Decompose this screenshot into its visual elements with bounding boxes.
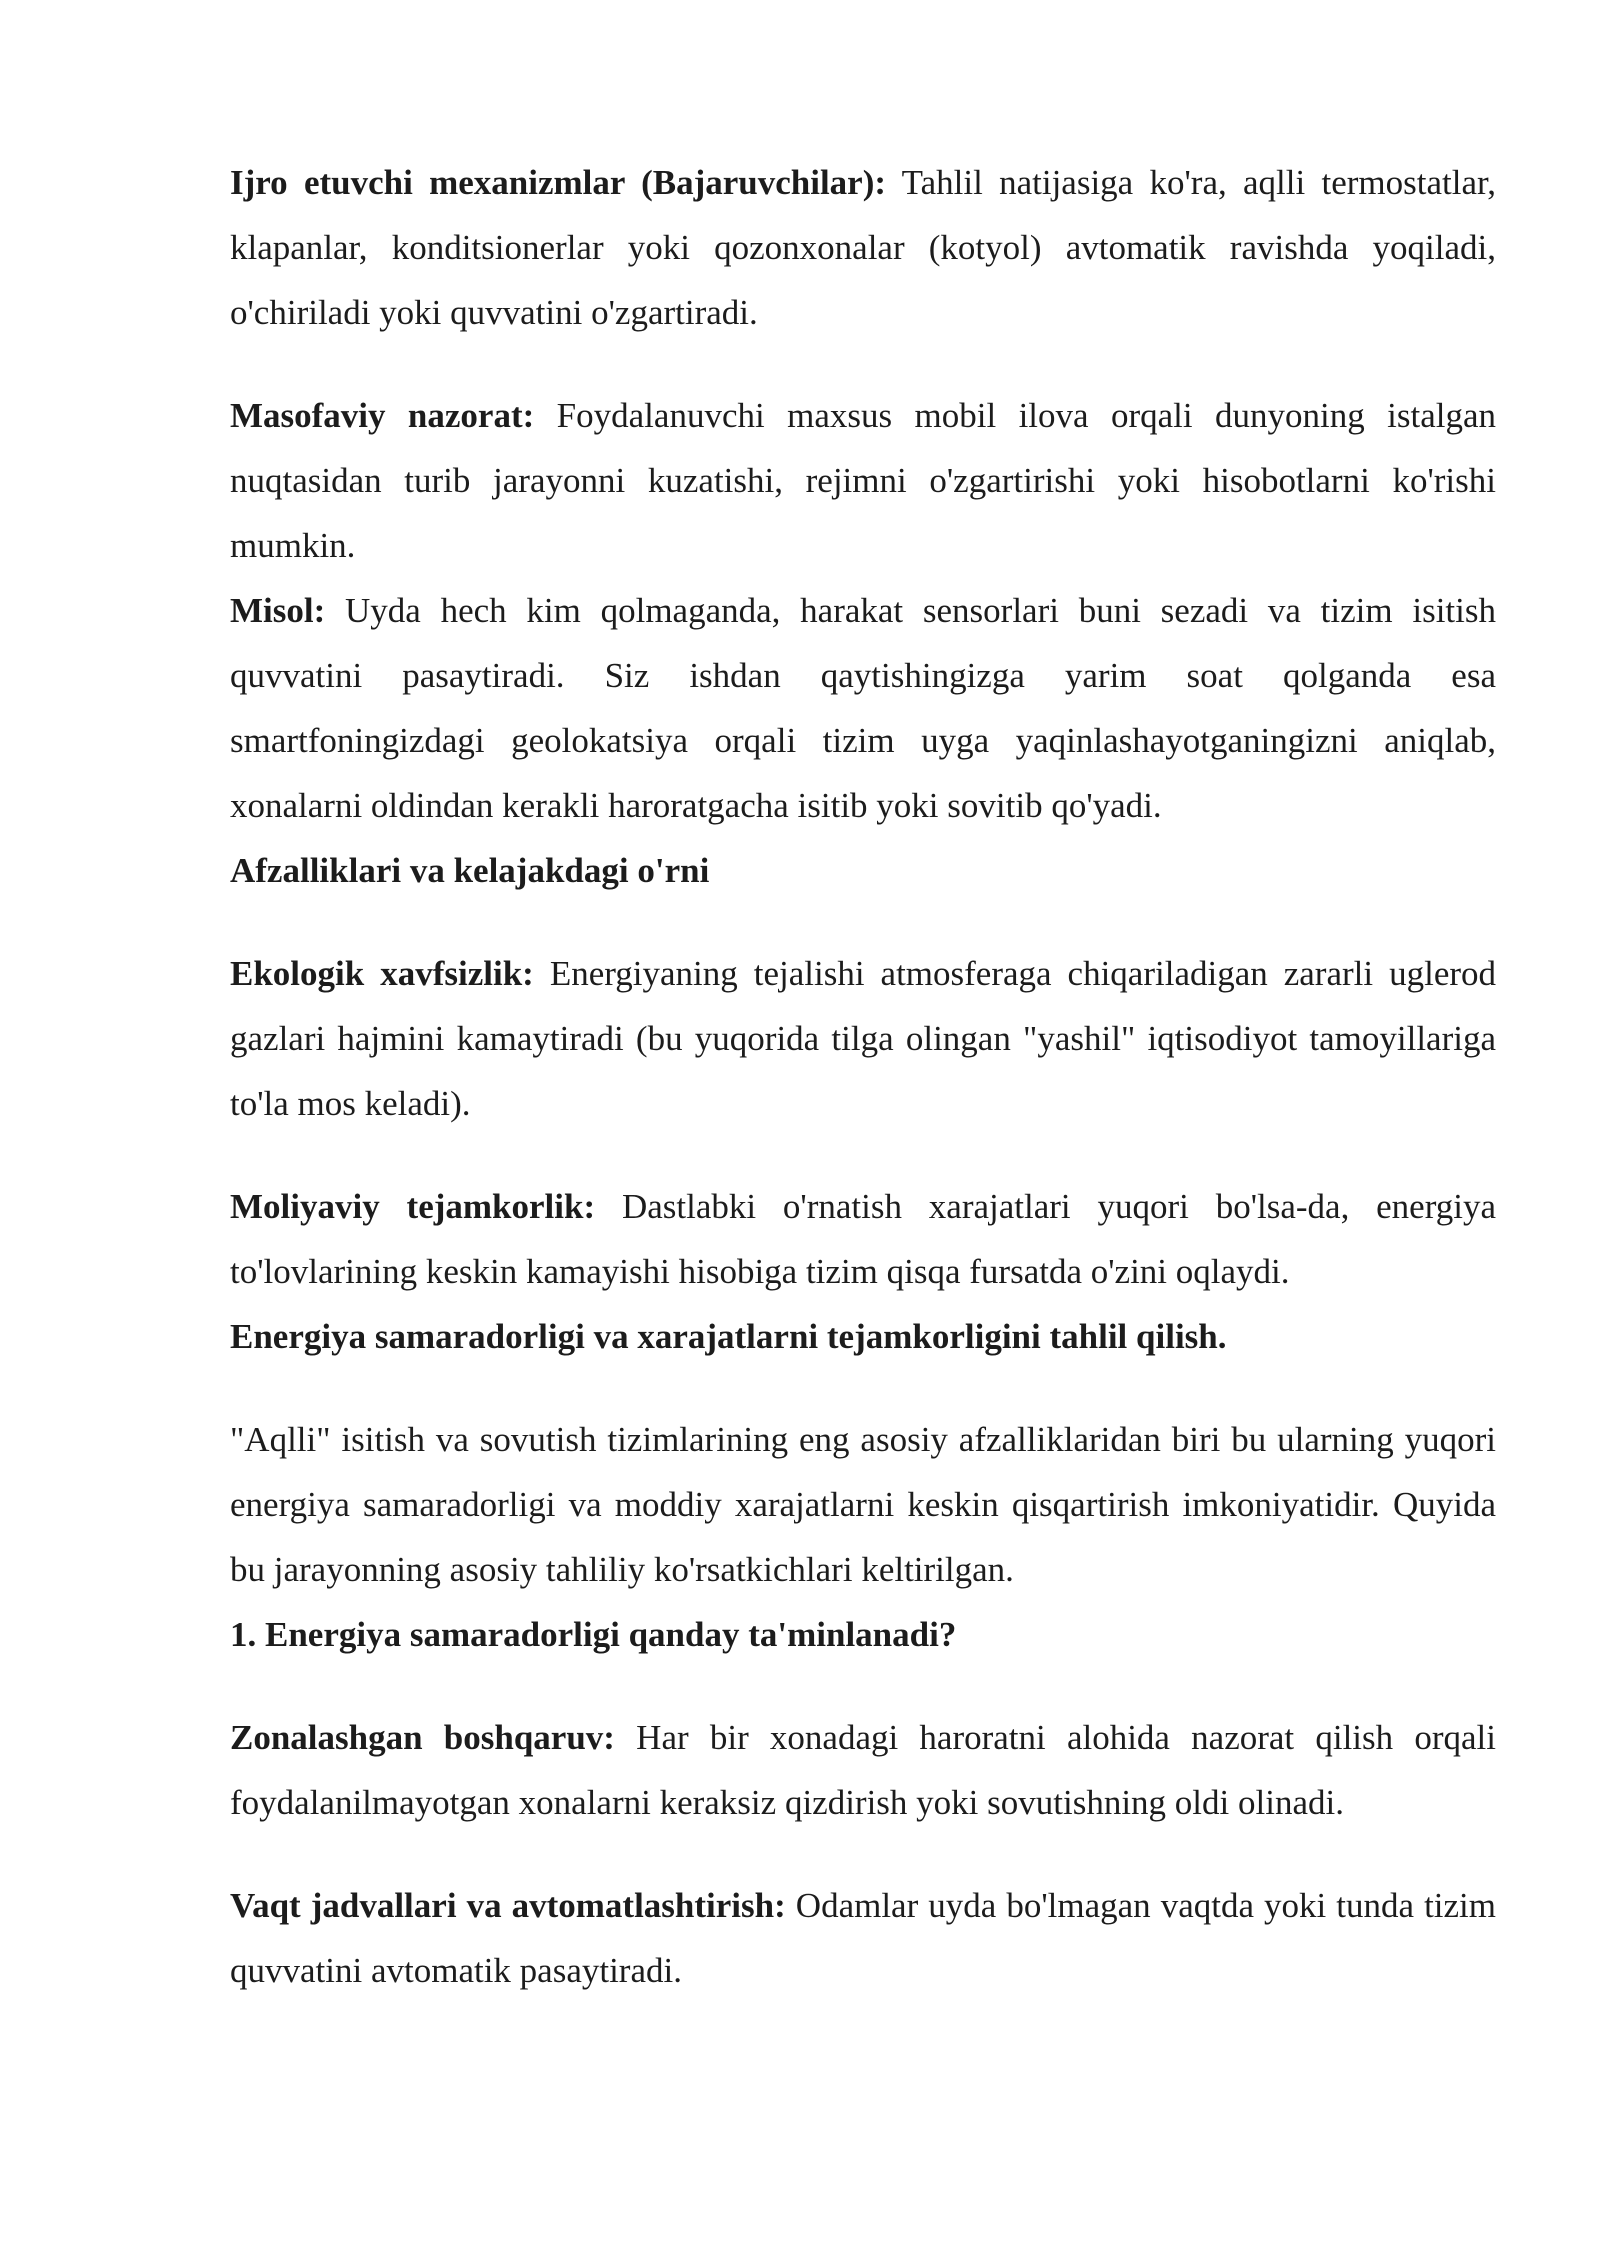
- paragraph-text: Uyda hech kim qolmaganda, harakat sensorlari buni sezadi va tizim isitish quvvatini pasaytiradi. Siz ishdan qaytishingizga yarim soat qolganda esa smartfoningizdagi geolokatsiya orqali tizim uyga yaqinlashayotganingizni aniqlab, xonalarni oldindan kerakli haroratgacha isitib yoki sovitib qo'yadi.: [230, 591, 1496, 825]
- paragraph-zonalashgan-boshqaruv: [230, 1705, 1496, 1835]
- paragraph-text: Foydalanuvchi maxsus mobil ilova orqali dunyoning istalgan nuqtasidan turib jarayonni kuzatishi, rejimni o'zgartirishi yoki hisobotlarni ko'rishi mumkin.: [230, 396, 1496, 565]
- paragraph-label: Misol:: [230, 591, 326, 630]
- section-heading-1-energiya: 1. Energiya samaradorligi qanday ta'minlanadi?: [230, 1615, 957, 1654]
- paragraph-label: Ekologik xavfsizlik:: [230, 954, 534, 993]
- paragraph-bajaruvchilar: [230, 150, 1496, 345]
- paragraph-ekologik-xavfsizlik: [230, 941, 1496, 1136]
- paragraph-masofaviy-nazorat: [230, 383, 1496, 578]
- paragraph-misol: [230, 578, 1496, 838]
- paragraph-moliyaviy-tejamkorlik: [230, 1174, 1496, 1304]
- paragraph-aqlli-isitish: "Aqlli" isitish va sovutish tizimlarining eng asosiy afzalliklaridan biri bu ularning yuqori energiya samaradorligi va moddiy xarajatlarni keskin qisqartirish imkoniyatidir. Quyida bu jarayonning asosiy tahliliy ko'rsatkichlari keltirilgan.: [230, 1420, 1496, 1589]
- paragraph-text: Tahlil natijasiga ko'ra, aqlli termostatlar, klapanlar, konditsionerlar yoki qozonxonalar (kotyol) avtomatik ravishda yoqiladi, o'chiriladi yoki quvvatini o'zgartiradi.: [230, 163, 1496, 332]
- paragraph-text: Har bir xonadagi haroratni alohida nazorat qilish orqali foydalanilmayotgan xonalarni keraksiz qizdirish yoki sovutishning oldi olinadi.: [230, 1718, 1496, 1822]
- section-heading-energiya-samaradorligi: Energiya samaradorligi va xarajatlarni tejamkorligini tahlil qilish.: [230, 1317, 1227, 1356]
- paragraph-vaqt-jadvallari: [230, 1873, 1496, 2003]
- paragraph-label: Masofaviy nazorat:: [230, 396, 535, 435]
- document-page: [230, 150, 1496, 2003]
- section-heading-afzalliklari: Afzalliklari va kelajakdagi o'rni: [230, 851, 710, 890]
- paragraph-label: Vaqt jadvallari va avtomatlashtirish:: [230, 1886, 786, 1925]
- paragraph-label: Moliyaviy tejamkorlik:: [230, 1187, 596, 1226]
- paragraph-text: Energiyaning tejalishi atmosferaga chiqariladigan zararli uglerod gazlari hajmini kamaytiradi (bu yuqorida tilga olingan "yashil" iqtisodiyot tamoyillariga to'la mos keladi).: [230, 954, 1497, 1123]
- paragraph-label: Ijro etuvchi mexanizmlar (Bajaruvchilar):: [230, 163, 887, 202]
- paragraph-label: Zonalashgan boshqaruv:: [230, 1718, 615, 1757]
- paragraph-text: Odamlar uyda bo'lmagan vaqtda yoki tunda tizim quvvatini avtomatik pasaytiradi.: [230, 1886, 1496, 1990]
- paragraph-text: Dastlabki o'rnatish xarajatlari yuqori bo'lsa-da, energiya to'lovlarining keskin kamayishi hisobiga tizim qisqa fursatda o'zini oqlaydi.: [230, 1187, 1496, 1291]
